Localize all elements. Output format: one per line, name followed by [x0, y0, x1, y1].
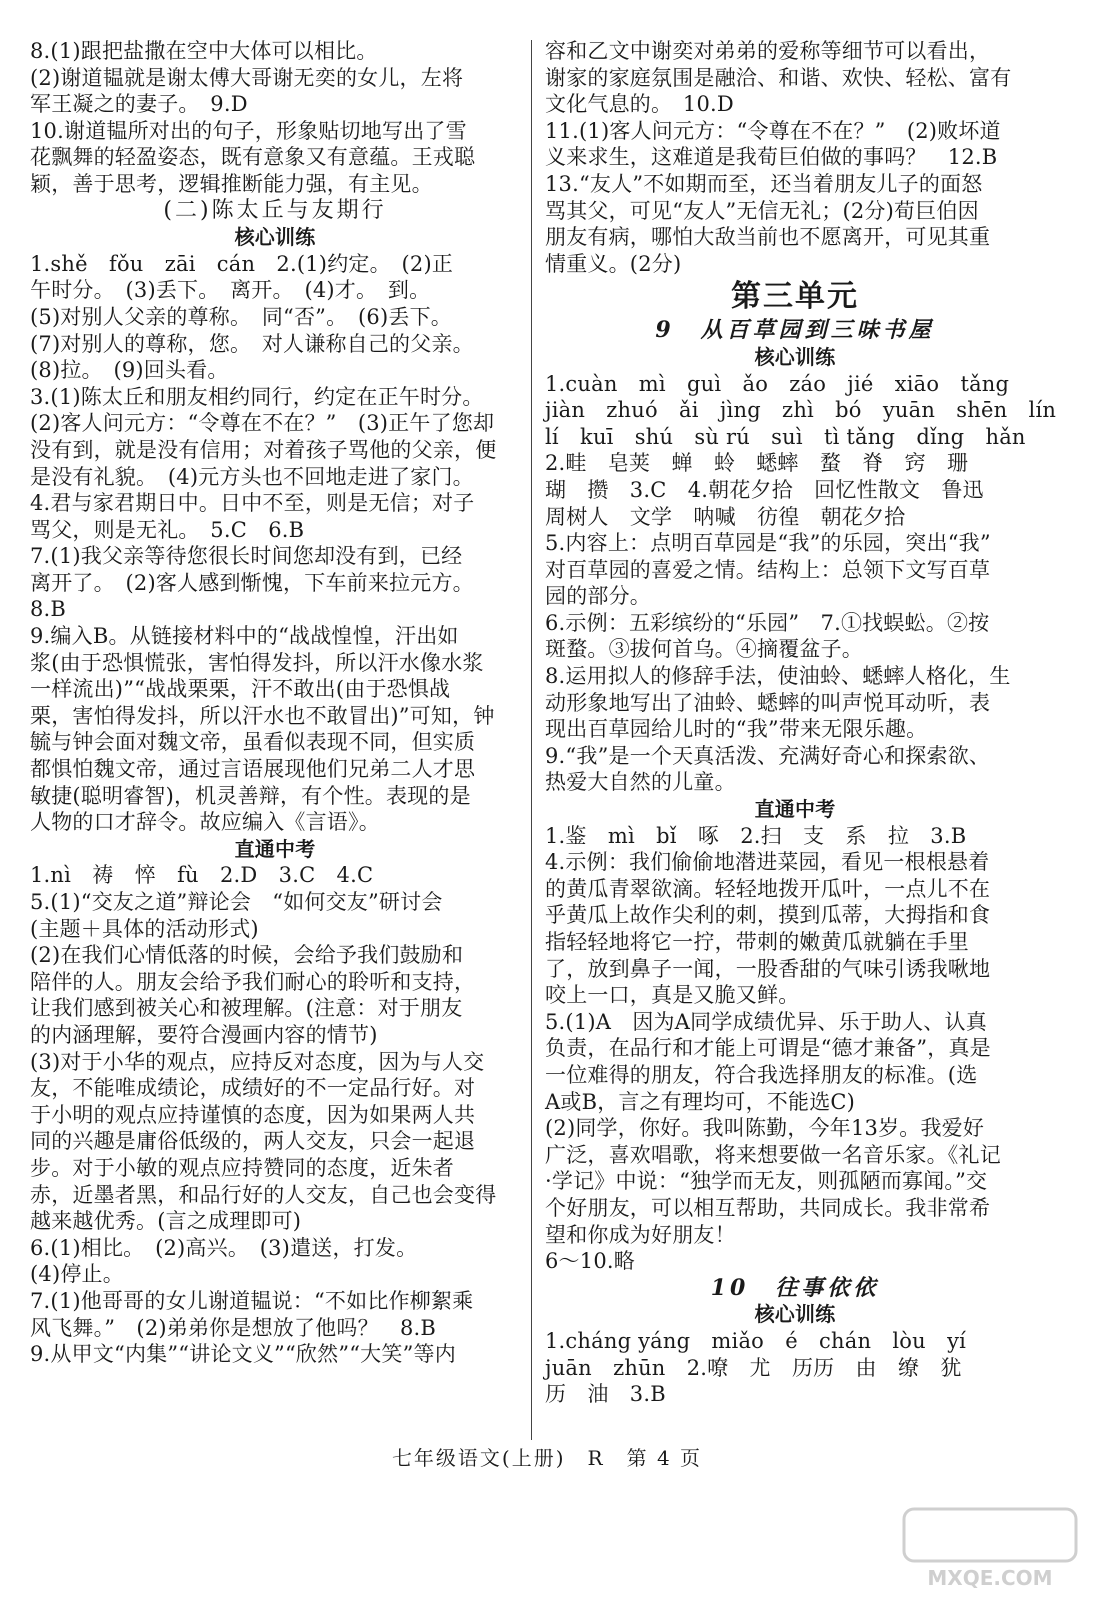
left-column-line: 一样流出)”“战战栗栗，汗不敢出(由于恐惧战 [30, 677, 451, 702]
left-column-line: 浆(由于恐惧慌张，害怕得发抖，所以汗水像水浆 [30, 650, 484, 675]
right-column-line: 的黄瓜青翠欲滴。轻轻地拨开瓜叶，一点儿不在 [545, 876, 991, 901]
right-column-line: 9 从百草园到三味书屋 [655, 317, 935, 344]
right-column-line: 核心训练 [754, 1302, 836, 1327]
right-column-line: 文化气息的。 10.D [545, 92, 734, 117]
left-column-line: (2)谢道韫就是谢太傅大哥谢无奕的女儿，左将 [30, 65, 464, 90]
right-column-line: 瑚 攒 3.C 4.朝花夕拾 回忆性散文 鲁迅 [545, 477, 984, 502]
right-column-line: jiàn zhuó ǎi jìng zhì bó yuān shēn lín [545, 398, 1057, 423]
left-column-line: 花飘舞的轻盈姿态，既有意象又有意蕴。王戎聪 [30, 145, 476, 170]
right-column-line: 负责，在品行和才能上可谓是“德才兼备”，真是 [545, 1036, 991, 1061]
right-column-line: 一位难得的朋友，符合我选择朋友的标准。(选 [545, 1062, 978, 1087]
left-column-line: 于小明的观点应持谨慎的态度，因为如果两人共 [30, 1102, 476, 1127]
left-column-line: 友，不能唯成绩论，成绩好的不一定品行好。对 [30, 1076, 476, 1101]
right-column-line: 朋友有病，哪怕大敌当前也不愿离开，可见其重 [545, 225, 991, 250]
right-column-line: 历 油 3.B [545, 1382, 666, 1407]
right-column-line: 1.cuàn mì guì ǎo záo jié xiāo tǎng [545, 371, 1010, 396]
left-column-line: 栗，害怕得发抖，所以汗水也不敢冒出)”可知，钟 [30, 703, 495, 728]
left-column-line: 赤，近墨者黑，和品行好的人交友，自己也会变得 [30, 1182, 497, 1207]
right-column-line: 4.示例：我们偷偷地潜进菜园，看见一根根悬着 [545, 850, 990, 875]
left-column-line: 10.谢道韫所对出的句子，形象贴切地写出了雪 [30, 118, 467, 143]
svg-text:MXQE.COM: MXQE.COM [927, 1566, 1053, 1590]
left-column-line: 人物的口才辞令。故应编入《言语》。 [30, 810, 380, 835]
left-column-line: 5.(1)“交友之道”辩论会 “如何交友”研讨会 [30, 890, 443, 914]
left-column-line: (3)对于小华的观点，应持反对态度，因为与人交 [30, 1049, 485, 1074]
right-column-line: 义来求生，这难道是我荀巨伯做的事吗？ 12.B [545, 145, 998, 170]
page-footer: 七年级语文(上册) R 第 4 页 [391, 1446, 703, 1470]
left-column-line: (8)拉。 (9)回头看。 [30, 358, 229, 383]
left-column-line: 风飞舞。” (2)弟弟你是想放了他吗？ 8.B [30, 1315, 437, 1340]
right-column-line: 谢家的家庭氛围是融洽、和谐、欢快、轻松、富有 [545, 65, 1012, 90]
left-column-line: 6.(1)相比。 (2)高兴。 (3)遣送，打发。 [30, 1235, 418, 1260]
left-column-line: (2)客人问元方：“令尊在不在？” (3)正午了您却 [30, 411, 495, 436]
column-divider [531, 40, 532, 1440]
right-column-line: ·学记》中说：“独学而无友，则孤陋而寡闻。”交 [545, 1169, 988, 1194]
right-column-line: A或B，言之有理均可，不能选C) [545, 1089, 856, 1114]
right-column-line: 10 往事依依 [710, 1274, 880, 1301]
right-column-line: 第三单元 [731, 279, 859, 315]
left-column-line: (2)在我们心情低落的时候，会给予我们鼓励和 [30, 943, 464, 968]
left-column-line: 1.nì 祷 悴 fù 2.D 3.C 4.C [30, 863, 374, 888]
right-column-line: 1.cháng yáng miǎo é chán lòu yí [545, 1328, 967, 1353]
left-column-line: 8.B [30, 597, 67, 622]
left-column-line: (主题＋具体的活动形式) [30, 916, 259, 941]
right-column-line: 9.“我”是一个天真活泼、充满好奇心和探索欲、 [545, 743, 991, 768]
left-column-line: (4)停止。 [30, 1262, 124, 1287]
left-column-line: 9.编入B。从链接材料中的“战战惶惶，汗出如 [30, 624, 459, 649]
right-column-line: juān zhūn 2.嘹 尤 历历 由 缭 犹 [545, 1355, 962, 1380]
right-column-line: 5.(1)A 因为A同学成绩优异、乐于助人、认真 [545, 1009, 987, 1034]
right-column-line: 11.(1)客人问元方：“令尊在不在？” (2)败坏道 [545, 118, 1001, 143]
left-column-line: 步。对于小敏的观点应持赞同的态度，近朱者 [30, 1155, 454, 1180]
right-column-line: 1.鉴 mì bǐ 啄 2.扫 支 系 拉 3.B [545, 823, 967, 848]
right-column-line: 周树人 文学 呐喊 彷徨 朝花夕拾 [545, 504, 906, 529]
left-column-line: 7.(1)我父亲等待您很长时间您却没有到，已经 [30, 544, 463, 569]
right-column-line: 8.运用拟人的修辞手法，使油蛉、蟋蟀人格化，生 [545, 664, 1011, 689]
right-column-line: 热爱大自然的儿童。 [545, 770, 736, 795]
right-column-line: 园的部分。 [545, 584, 651, 609]
right-column-line: 广泛，喜欢唱歌，将来想要做一名音乐家。《礼记 [545, 1142, 1001, 1167]
right-column-line: (2)同学，你好。我叫陈勤，今年13岁。我爱好 [545, 1116, 985, 1141]
left-column-line: 午时分。 (3)丢下。 离开。 (4)才。 到。 [30, 278, 431, 303]
right-column-line: 望和你成为好朋友！ [545, 1222, 736, 1247]
right-column-line: 指轻轻地将它一拧，带刺的嫩黄瓜就躺在手里 [545, 930, 969, 954]
left-column-line: 颖，善于思考，逻辑推断能力强，有主见。 [30, 171, 433, 196]
left-column [30, 38, 520, 1368]
left-column-line: 同的兴趣是庸俗低级的，两人交友，只会一起退 [30, 1129, 476, 1154]
left-column-line: 骂父，则是无礼。 5.C 6.B [30, 517, 305, 542]
left-column-line: 3.(1)陈太丘和朋友相约同行，约定在正午时分。 [30, 384, 484, 409]
left-column-line: (7)对别人的尊称，您。 对人谦称自己的父亲。 [30, 331, 474, 356]
right-column-line: 容和乙文中谢奕对弟弟的爱称等细节可以看出， [545, 39, 991, 63]
left-column-line: 军王凝之的妻子。 9.D [30, 92, 248, 117]
right-column-line: 5.内容上：点明百草园是“我”的乐园，突出“我” [545, 531, 991, 556]
right-column-line: 6～10.略 [545, 1249, 635, 1274]
left-column-line: 4.君与家君期日中。日中不至，则是无信；对子 [30, 491, 475, 516]
left-column-line: 让我们感到被关心和被理解。(注意：对于朋友 [30, 996, 463, 1021]
right-column [545, 38, 1057, 1408]
right-column-line: 6.示例：五彩缤纷的“乐园” 7.①找蜈蚣。②按 [545, 610, 990, 635]
right-column-line: 咬上一口，真是又脆又鲜。 [545, 983, 800, 1008]
left-column-line: 是没有礼貌。 (4)元方头也不回地走进了家门。 [30, 464, 474, 489]
left-column-line: (5)对别人父亲的尊称。 同“否”。 (6)丢下。 [30, 304, 452, 329]
right-column-line: 直通中考 [754, 797, 836, 822]
watermark-logo [900, 1505, 1080, 1595]
right-column-line: 对百草园的喜爱之情。结构上：总领下文写百草 [545, 557, 991, 582]
left-column-line: (二)陈太丘与友期行 [163, 197, 387, 223]
left-column-line: 敏捷(聪明睿智)，机灵善辩，有个性。表现的是 [30, 783, 471, 808]
left-column-line: 越来越优秀。(言之成理即可) [30, 1209, 302, 1234]
right-column-line: 了，放到鼻子一闻，一股香甜的气味引诱我啾地 [545, 956, 991, 981]
right-column-line: 斑蝥。③拔何首乌。④摘覆盆子。 [545, 637, 863, 662]
right-column-line: 现出百草园给儿时的“我”带来无限乐趣。 [545, 717, 928, 742]
right-column-line: 骂其父，可见“友人”无信无礼；(2分)荀巨伯因 [545, 198, 979, 223]
right-column-line: 动形象地写出了油蛉、蟋蟀的叫声悦耳动听，表 [545, 690, 991, 715]
left-column-line: 8.(1)跟把盐撒在空中大体可以相比。 [30, 39, 378, 63]
right-column-line: 2.畦 皂荚 蝉 蛉 蟋蟀 蝥 脊 窍 珊 [545, 451, 969, 476]
right-column-line: 核心训练 [754, 344, 836, 369]
left-column-line: 陪伴的人。朋友会给予我们耐心的聆听和支持， [30, 969, 476, 994]
right-column-line: 乎黄瓜上故作尖利的刺，摸到瓜蒂，大拇指和食 [545, 903, 991, 928]
left-column-line: 离开了。 (2)客人感到惭愧，下车前来拉元方。 [30, 570, 474, 595]
left-column-line: 的内涵理解，要符合漫画内容的情节) [30, 1022, 378, 1047]
left-column-line: 直通中考 [234, 836, 316, 861]
left-column-line: 都惧怕魏文帝，通过言语展现他们兄弟二人才思 [30, 757, 476, 782]
left-column-line: 核心训练 [234, 225, 316, 250]
left-column-line: 9.从甲文“内集”“讲论文义”“欣然”“大笑”等内 [30, 1342, 456, 1367]
right-column-line: 个好朋友，可以相互帮助，共同成长。我非常希 [545, 1195, 991, 1220]
left-column-line: 毓与钟会面对魏文帝，虽看似表现不同，但实质 [30, 730, 476, 755]
right-column-line: lí kuī shú sù rú suì tì tǎng dǐng hǎn [545, 424, 1026, 449]
left-column-line: 7.(1)他哥哥的女儿谢道韫说：“不如比作柳絮乘 [30, 1288, 474, 1313]
right-column-line: 情重义。(2分) [545, 251, 682, 276]
left-column-line: 1.shě fǒu zāi cán 2.(1)约定。 (2)正 [30, 251, 454, 276]
left-column-line: 没有到，就是没有信用；对着孩子骂他的父亲，便 [30, 437, 497, 462]
right-column-line: 13.“友人”不如期而至，还当着朋友儿子的面怒 [545, 171, 983, 196]
